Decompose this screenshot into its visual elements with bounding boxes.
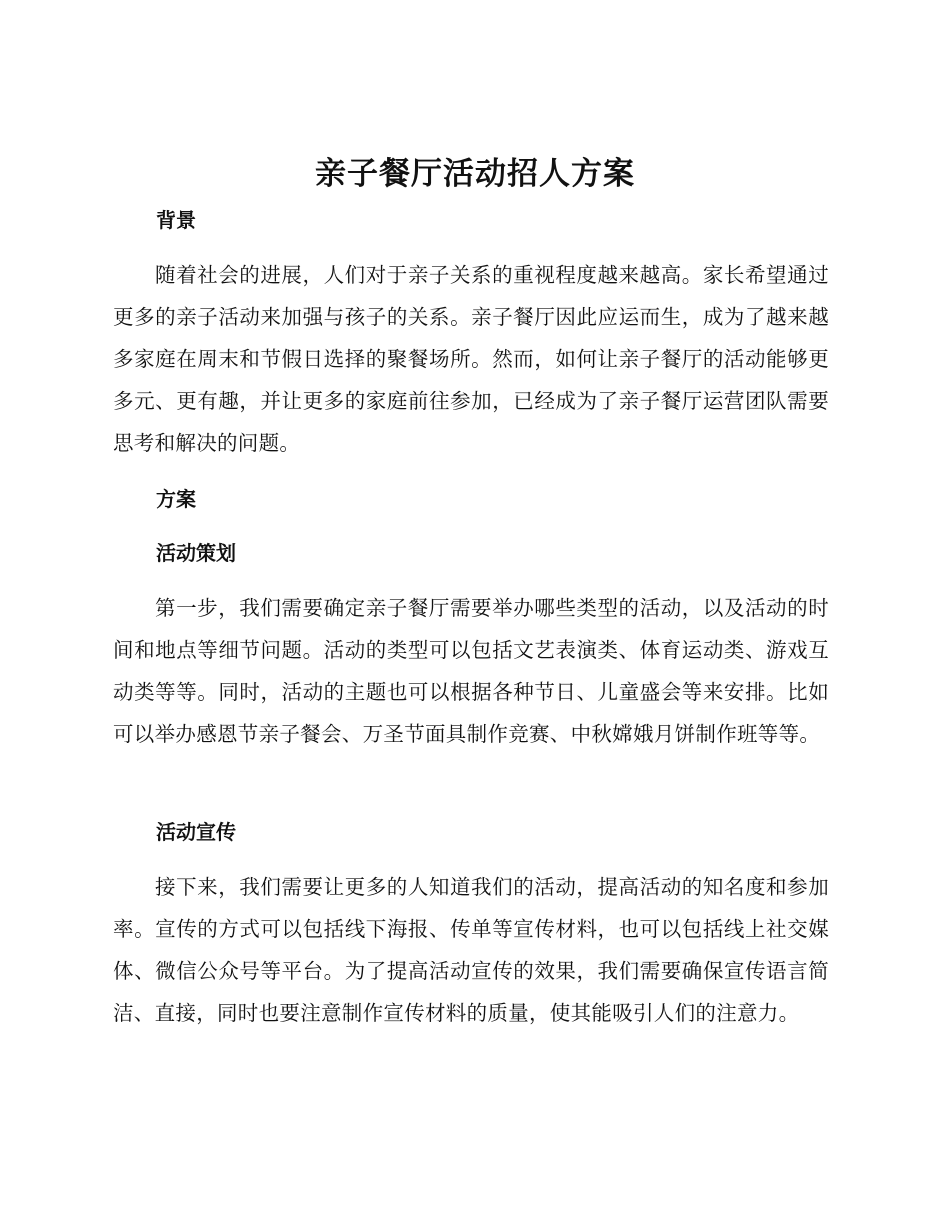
section-heading-activity-promotion: 活动宣传 [156, 820, 236, 844]
section-paragraph-activity-planning: 第一步，我们需要确定亲子餐厅需要举办哪些类型的活动，以及活动的时间和地点等细节问题。活动的类型可以包括文艺表演类、体育运动类、游戏互动类等等。同时，活动的主题也可以根据各种节日、儿童盛会等来安排。比如可以举办感恩节亲子餐会、万圣节面具制作竞赛、中秋嫦娥月饼制作班等等。 [113, 596, 829, 746]
section-paragraph-activity-promotion: 接下来，我们需要让更多的人知道我们的活动，提高活动的知名度和参加率。宣传的方式可以包括线下海报、传单等宣传材料，也可以包括线上社交媒体、微信公众号等平台。为了提高活动宣传的效果，我们需要确保宣传语言简洁、直接，同时也要注意制作宣传材料的质量，使其能吸引人们的注意力。 [113, 875, 829, 1025]
section-heading-activity-planning: 活动策划 [156, 541, 236, 565]
section-heading-background: 背景 [156, 208, 196, 232]
document-title: 亲子餐厅活动招人方案 [315, 156, 635, 192]
section-heading-plan: 方案 [156, 487, 196, 511]
section-paragraph-background: 随着社会的进展，人们对于亲子关系的重视程度越来越高。家长希望通过更多的亲子活动来加强与孩子的关系。亲子餐厅因此应运而生，成为了越来越多家庭在周末和节假日选择的聚餐场所。然而，如何让亲子餐厅的活动能够更多元、更有趣，并让更多的家庭前往参加，已经成为了亲子餐厅运营团队需要思考和解决的问题。 [113, 263, 829, 455]
